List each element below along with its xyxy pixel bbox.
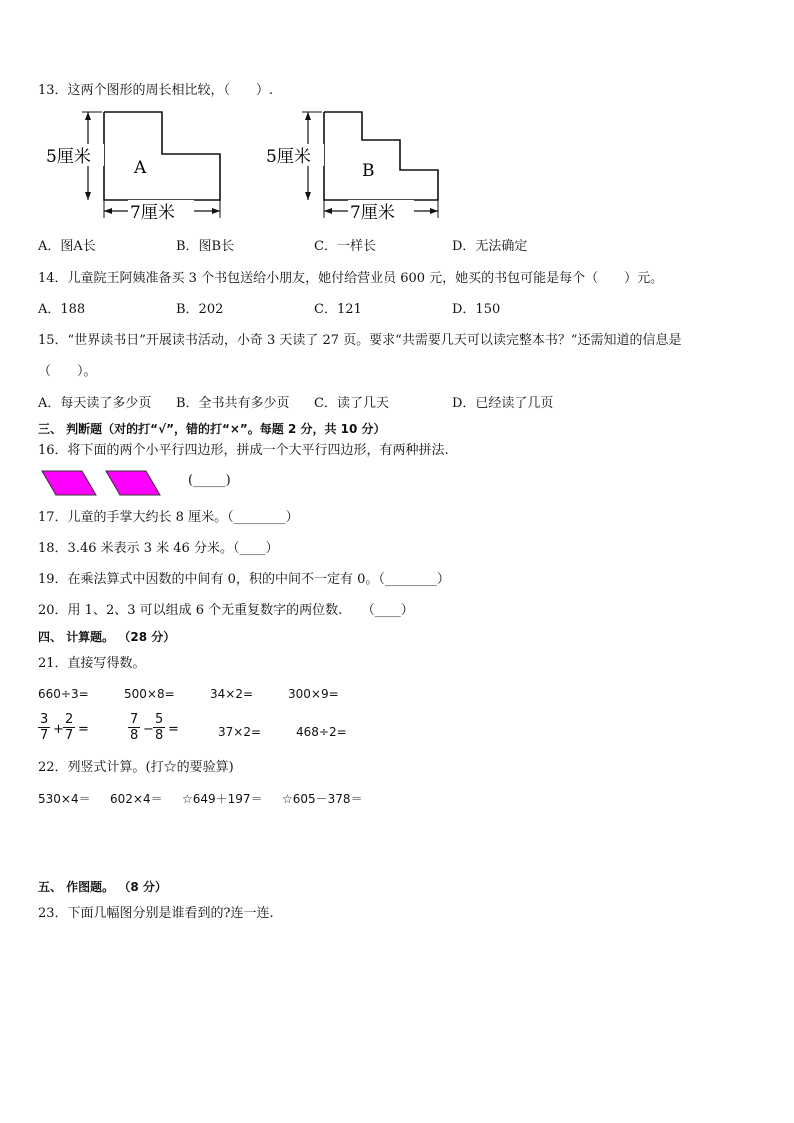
fraction-5-8: $\frac{5}{8}$ xyxy=(155,712,164,743)
q20-stem: 20．用 1、2、3 可以组成 6 个无重复数字的两位数. （____） xyxy=(38,603,414,618)
q21-calc-3: 34×2= xyxy=(210,687,254,701)
q16-answer-blank[interactable]: (_____) xyxy=(188,473,231,488)
q21-calc-1: 660÷3= xyxy=(38,687,89,701)
equals-sign: = xyxy=(78,722,89,737)
q16-stem: 16．将下面的两个小平行四边形，拼成一个大平行四边形，有两种拼法. xyxy=(38,443,449,458)
section-4-heading: 四、 计算题。 （28 分） xyxy=(38,630,176,644)
q14-option-b: B．202 xyxy=(176,302,224,317)
equals-sign: = xyxy=(168,722,179,737)
q17-stem: 17．儿童的手掌大约长 8 厘米。（________） xyxy=(38,510,299,525)
q21-calc-2: 500×8= xyxy=(124,687,175,701)
q13-stem: 13．这两个图形的周长相比较，（ ）. xyxy=(38,83,274,98)
q22-calc-3: ☆649＋197＝ xyxy=(182,792,263,806)
fig-b-name: B xyxy=(362,161,375,181)
q15-option-c: C．读了几天 xyxy=(314,396,389,411)
q21-calc-5: 37×2= xyxy=(218,725,262,739)
q23-stem: 23．下面几幅图分别是谁看到的?连一连. xyxy=(38,906,274,921)
fig-a-height-label: 5厘米 xyxy=(46,147,91,167)
q15-stem-2: （ ）。 xyxy=(38,364,97,379)
fig-b-height-label: 5厘米 xyxy=(266,147,311,167)
q22-calc-2: 602×4＝ xyxy=(110,792,163,806)
figure-a xyxy=(42,108,242,223)
fig-b-width-label: 7厘米 xyxy=(350,203,395,223)
q19-stem: 19．在乘法算式中因数的中间有 0，积的中间不一定有 0。（________） xyxy=(38,572,450,587)
q14-option-c: C．121 xyxy=(314,302,362,317)
q21-calc-4: 300×9= xyxy=(288,687,339,701)
q15-option-a: A．每天读了多少页 xyxy=(38,396,152,411)
q13-option-b: B．图B长 xyxy=(176,239,235,254)
q21-stem: 21．直接写得数。 xyxy=(38,656,146,671)
fraction-3-7: $\frac{3}{7}$ xyxy=(40,712,49,743)
q14-option-a: A．188 xyxy=(38,302,86,317)
q15-option-d: D．已经读了几页 xyxy=(452,396,554,411)
q13-option-d: D．无法确定 xyxy=(452,239,528,254)
fig-a-width-label: 7厘米 xyxy=(130,203,175,223)
q15-stem: 15．“世界读书日”开展读书活动，小奇 3 天读了 27 页。要求“共需要几天可以读完整本书？”还需知道的信息是 xyxy=(38,333,682,348)
q18-stem: 18．3.46 米表示 3 米 46 分米。（____） xyxy=(38,541,279,556)
fig-a-name: A xyxy=(134,158,147,178)
q22-calc-4: ☆605－378＝ xyxy=(282,792,363,806)
q14-option-d: D．150 xyxy=(452,302,501,317)
section-3-heading: 三、 判断题（对的打“√”，错的打“×”。每题 2 分，共 10 分） xyxy=(38,422,386,436)
q14-stem: 14．儿童院王阿姨准备买 3 个书包送给小朋友，她付给营业员 600 元，她买的书包可能是每个（ ）元。 xyxy=(38,271,664,286)
fraction-2-7: $\frac{2}{7}$ xyxy=(65,712,74,743)
plus-operator: + xyxy=(53,722,64,737)
minus-operator: − xyxy=(143,722,154,737)
q22-stem: 22．列竖式计算。(打☆的要验算) xyxy=(38,760,234,775)
parallelograms xyxy=(38,468,178,498)
fraction-7-8: $\frac{7}{8}$ xyxy=(130,712,139,743)
section-5-heading: 五、 作图题。 （8 分） xyxy=(38,880,167,894)
figure-b xyxy=(262,108,462,223)
q22-calc-1: 530×4＝ xyxy=(38,792,91,806)
q13-option-a: A．图A长 xyxy=(38,239,96,254)
q15-option-b: B．全书共有多少页 xyxy=(176,396,290,411)
q13-option-c: C．一样长 xyxy=(314,239,376,254)
q21-calc-6: 468÷2= xyxy=(296,725,347,739)
